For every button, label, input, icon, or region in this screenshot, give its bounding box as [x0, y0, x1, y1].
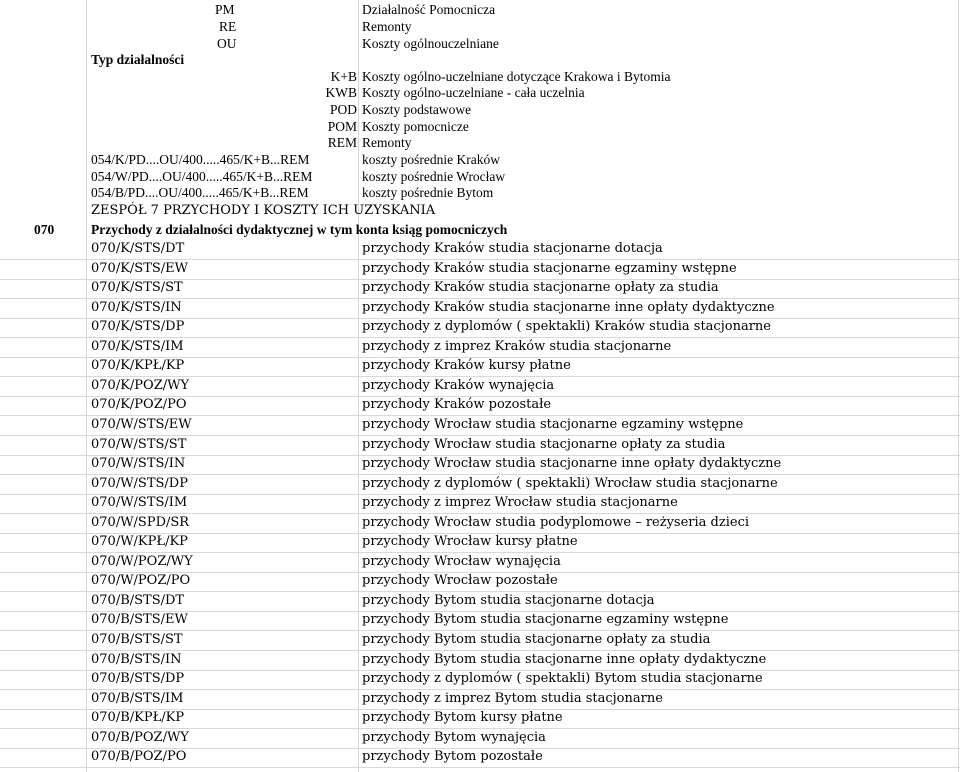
account-desc: przychody z dyplomów ( spektakli) Kraków studia stacjonarne [362, 319, 771, 334]
account-code: 070/W/STS/DP [91, 476, 188, 491]
indirect-code: 054/B/PD....OU/400.....465/K+B...REM [91, 185, 309, 200]
account-desc: przychody Bytom studia stacjonarne inne opłaty dydaktyczne [362, 652, 767, 667]
grid-line-h [0, 552, 960, 553]
account-code: 070/K/STS/IM [91, 339, 184, 354]
account-code: 070/K/STS/EW [91, 261, 188, 276]
account-desc: przychody z dyplomów ( spektakli) Wrocław studia stacjonarne [362, 476, 778, 491]
account-description: Przychody z działalności dydaktycznej w tym konta ksiąg pomocniczych [91, 222, 508, 237]
account-code: 070/K/POZ/PO [91, 397, 187, 412]
typ-label: Typ działalności [91, 52, 185, 67]
account-code: 070/K/STS/DP [91, 319, 185, 334]
account-code: 070/K/STS/ST [91, 280, 183, 295]
account-code: 070/K/STS/IN [91, 300, 182, 315]
account-desc: przychody Kraków wynajęcia [362, 378, 555, 393]
legend-desc: Remonty [362, 19, 412, 34]
cost-type-code: REM [327, 135, 357, 150]
grid-line-h [0, 259, 960, 260]
grid-line-h [0, 376, 960, 377]
indirect-code: 054/K/PD....OU/400.....465/K+B...REM [91, 152, 310, 167]
account-code: 070/W/POZ/WY [91, 554, 193, 569]
account-code: 070/B/STS/DT [91, 593, 185, 608]
grid-line-h [0, 728, 960, 729]
account-desc: przychody Bytom wynajęcia [362, 730, 546, 745]
account-desc: przychody z imprez Wrocław studia stacjonarne [362, 495, 678, 510]
account-desc: przychody Wrocław pozostałe [362, 573, 558, 588]
grid-line-h [0, 435, 960, 436]
account-code: 070/B/STS/DP [91, 671, 185, 686]
grid-line-h [0, 298, 960, 299]
account-code: 070/W/SPD/SR [91, 515, 190, 530]
account-desc: przychody Kraków studia stacjonarne dotacja [362, 241, 663, 256]
account-desc: przychody Bytom studia stacjonarne dotacja [362, 593, 655, 608]
cost-type-code: POM [327, 119, 357, 134]
account-code: 070/W/POZ/PO [91, 573, 191, 588]
grid-line-v [958, 0, 959, 772]
account-desc: przychody Wrocław kursy płatne [362, 534, 578, 549]
account-code: 070/B/POZ/PO [91, 749, 187, 764]
grid-line-h [0, 650, 960, 651]
grid-line-h [0, 630, 960, 631]
section-title: ZESPÓŁ 7 PRZYCHODY I KOSZTY ICH UZYSKANIA [91, 203, 436, 218]
account-desc: przychody z dyplomów ( spektakli) Bytom studia stacjonarne [362, 671, 763, 686]
account-code: 070/B/POZ/WY [91, 730, 189, 745]
account-desc: przychody Wrocław studia podyplomowe – reżyseria dzieci [362, 515, 750, 530]
legend-desc: Koszty ogólnouczelniane [362, 36, 499, 51]
cost-type-desc: Koszty ogólno-uczelniane dotyczące Krakowa i Bytomia [362, 69, 671, 84]
legend-code: RE [219, 19, 237, 34]
account-desc: przychody Wrocław wynajęcia [362, 554, 561, 569]
account-code: 070/B/STS/IM [91, 691, 184, 706]
account-desc: przychody Kraków studia stacjonarne egzaminy wstępne [362, 261, 737, 276]
legend-desc: Działalność Pomocnicza [362, 2, 496, 17]
account-code: 070/W/STS/IN [91, 456, 186, 471]
grid-line-h [0, 591, 960, 592]
account-desc: przychody Bytom kursy płatne [362, 710, 563, 725]
grid-line-h [0, 767, 960, 768]
grid-line-v [358, 0, 359, 772]
account-desc: przychody Wrocław studia stacjonarne egzaminy wstępne [362, 417, 744, 432]
account-desc: przychody z imprez Bytom studia stacjonarne [362, 691, 663, 706]
legend-code: PM [215, 2, 235, 17]
cost-type-code: KWB [325, 85, 357, 100]
indirect-desc: koszty pośrednie Bytom [362, 185, 494, 200]
account-number: 070 [34, 222, 55, 237]
grid-line-h [0, 415, 960, 416]
account-desc: przychody Kraków kursy płatne [362, 358, 571, 373]
account-desc: przychody Bytom pozostałe [362, 749, 543, 764]
account-desc: przychody Bytom studia stacjonarne opłaty za studia [362, 632, 711, 647]
cost-type-code: POD [329, 102, 357, 117]
account-code: 070/K/POZ/WY [91, 378, 190, 393]
account-code: 070/K/STS/DT [91, 241, 185, 256]
grid-line-h [0, 513, 960, 514]
account-code: 070/W/KPŁ/KP [91, 534, 188, 549]
grid-line-h [0, 689, 960, 690]
account-desc: przychody Kraków studia stacjonarne opłaty za studia [362, 280, 719, 295]
account-desc: przychody Kraków pozostałe [362, 397, 552, 412]
account-code: 070/B/STS/EW [91, 612, 188, 627]
grid-line-v [86, 0, 87, 772]
account-desc: przychody Kraków studia stacjonarne inne opłaty dydaktyczne [362, 300, 775, 315]
account-desc: przychody Wrocław studia stacjonarne opłaty za studia [362, 437, 726, 452]
grid-line-h [0, 474, 960, 475]
account-code: 070/W/STS/EW [91, 417, 192, 432]
account-code: 070/B/STS/ST [91, 632, 183, 647]
account-desc: przychody Wrocław studia stacjonarne inne opłaty dydaktyczne [362, 456, 782, 471]
indirect-code: 054/W/PD....OU/400.....465/K+B...REM [91, 169, 313, 184]
account-desc: przychody Bytom studia stacjonarne egzaminy wstępne [362, 612, 729, 627]
account-code: 070/B/STS/IN [91, 652, 182, 667]
indirect-desc: koszty pośrednie Kraków [362, 152, 500, 167]
account-code: 070/B/KPŁ/KP [91, 710, 185, 725]
indirect-desc: koszty pośrednie Wrocław [362, 169, 506, 184]
account-desc: przychody z imprez Kraków studia stacjonarne [362, 339, 672, 354]
cost-type-desc: Koszty pomocnicze [362, 119, 469, 134]
cost-type-desc: Koszty ogólno-uczelniane - cała uczelnia [362, 85, 585, 100]
cost-type-code: K+B [330, 69, 357, 84]
cost-type-desc: Koszty podstawowe [362, 102, 472, 117]
grid-line-h [0, 337, 960, 338]
account-code: 070/W/STS/ST [91, 437, 187, 452]
legend-code: OU [217, 36, 237, 51]
account-code: 070/K/KPŁ/KP [91, 358, 185, 373]
cost-type-desc: Remonty [362, 135, 412, 150]
account-code: 070/W/STS/IM [91, 495, 188, 510]
